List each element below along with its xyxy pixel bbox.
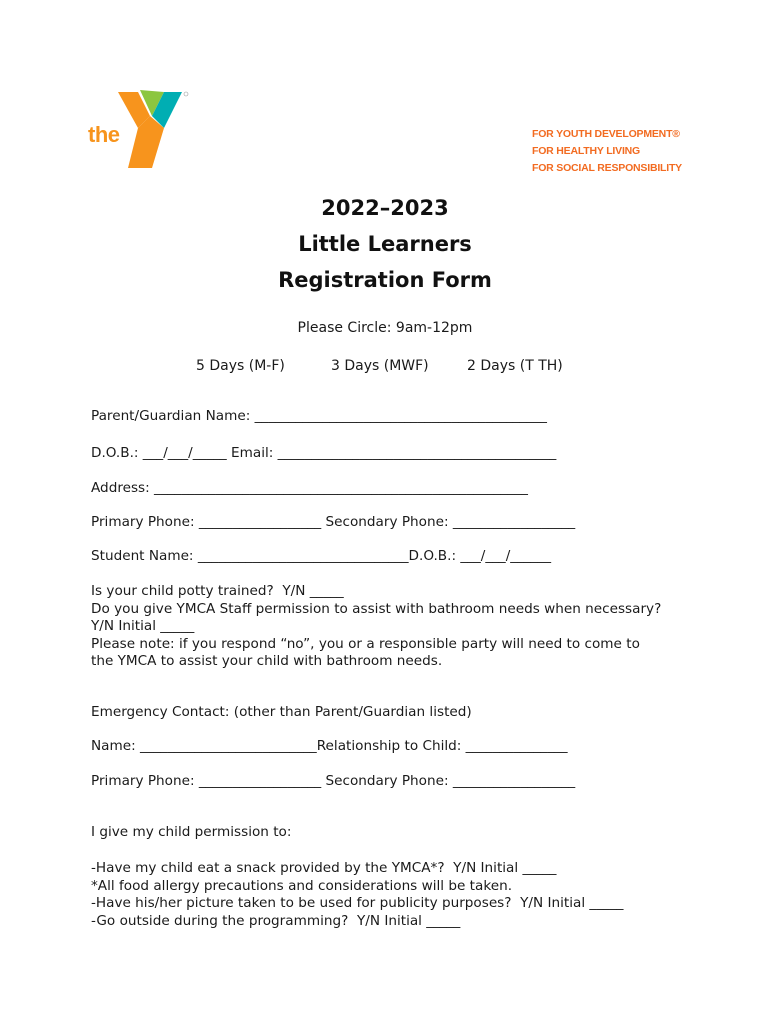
permission-allergy-note: *All food allergy precautions and considerations will be taken. (91, 877, 513, 894)
student-field[interactable]: Student Name: _______________________________D.O.B.: ___/___/______ (91, 548, 552, 564)
address-field[interactable]: Address: _______________________________________________________ (91, 480, 528, 496)
emergency-name-field[interactable]: Name: __________________________Relationship to Child: _______________ (91, 738, 568, 754)
permission-outside[interactable]: -Go outside during the programming? Y/N Initial _____ (91, 912, 461, 929)
form-title (0, 190, 770, 298)
tagline (532, 126, 682, 177)
circle-prompt: Please Circle: 9am-12pm (297, 320, 473, 336)
day-option-5[interactable]: 5 Days (M-F) (196, 358, 285, 374)
dob-email-field[interactable]: D.O.B.: ___/___/_____ Email: _________________________________________ (91, 445, 557, 461)
bathroom-initial[interactable]: Y/N Initial _____ (91, 618, 195, 634)
tagline-line: FOR HEALTHY LIVING (532, 145, 641, 157)
day-option-3[interactable]: 3 Days (MWF) (331, 358, 429, 374)
permission-snack[interactable]: -Have my child eat a snack provided by the YMCA*? Y/N Initial _____ (91, 860, 557, 876)
title-form: Registration Form (278, 268, 492, 292)
bathroom-note: Please note: if you respond “no”, you or a responsible party will need to come to (91, 635, 640, 652)
phone-fields[interactable]: Primary Phone: __________________ Secondary Phone: __________________ (91, 514, 576, 530)
permission-list (91, 860, 623, 930)
title-year: 2022–2023 (321, 196, 449, 220)
potty-section (91, 583, 661, 671)
day-option-2[interactable]: 2 Days (T TH) (467, 358, 563, 374)
emergency-phone-fields[interactable]: Primary Phone: __________________ Secondary Phone: __________________ (91, 773, 576, 789)
title-program: Little Learners (298, 232, 472, 256)
bathroom-note-cont: the YMCA to assist your child with bathroom needs. (91, 653, 443, 669)
emergency-heading: Emergency Contact: (other than Parent/Guardian listed) (91, 704, 472, 720)
tagline-line: FOR YOUTH DEVELOPMENT® (532, 128, 680, 140)
bathroom-permission: Do you give YMCA Staff permission to assist with bathroom needs when necessary? (91, 600, 662, 617)
logo-the-text: the (88, 122, 120, 147)
potty-question[interactable]: Is your child potty trained? Y/N _____ (91, 583, 344, 599)
ymca-logo (88, 88, 198, 178)
parent-name-field[interactable]: Parent/Guardian Name: ___________________________________________ (91, 408, 547, 424)
permission-heading: I give my child permission to: (91, 824, 292, 840)
permission-picture[interactable]: -Have his/her picture taken to be used for publicity purposes? Y/N Initial _____ (91, 895, 624, 911)
tagline-line: FOR SOCIAL RESPONSIBILITY (532, 162, 682, 174)
